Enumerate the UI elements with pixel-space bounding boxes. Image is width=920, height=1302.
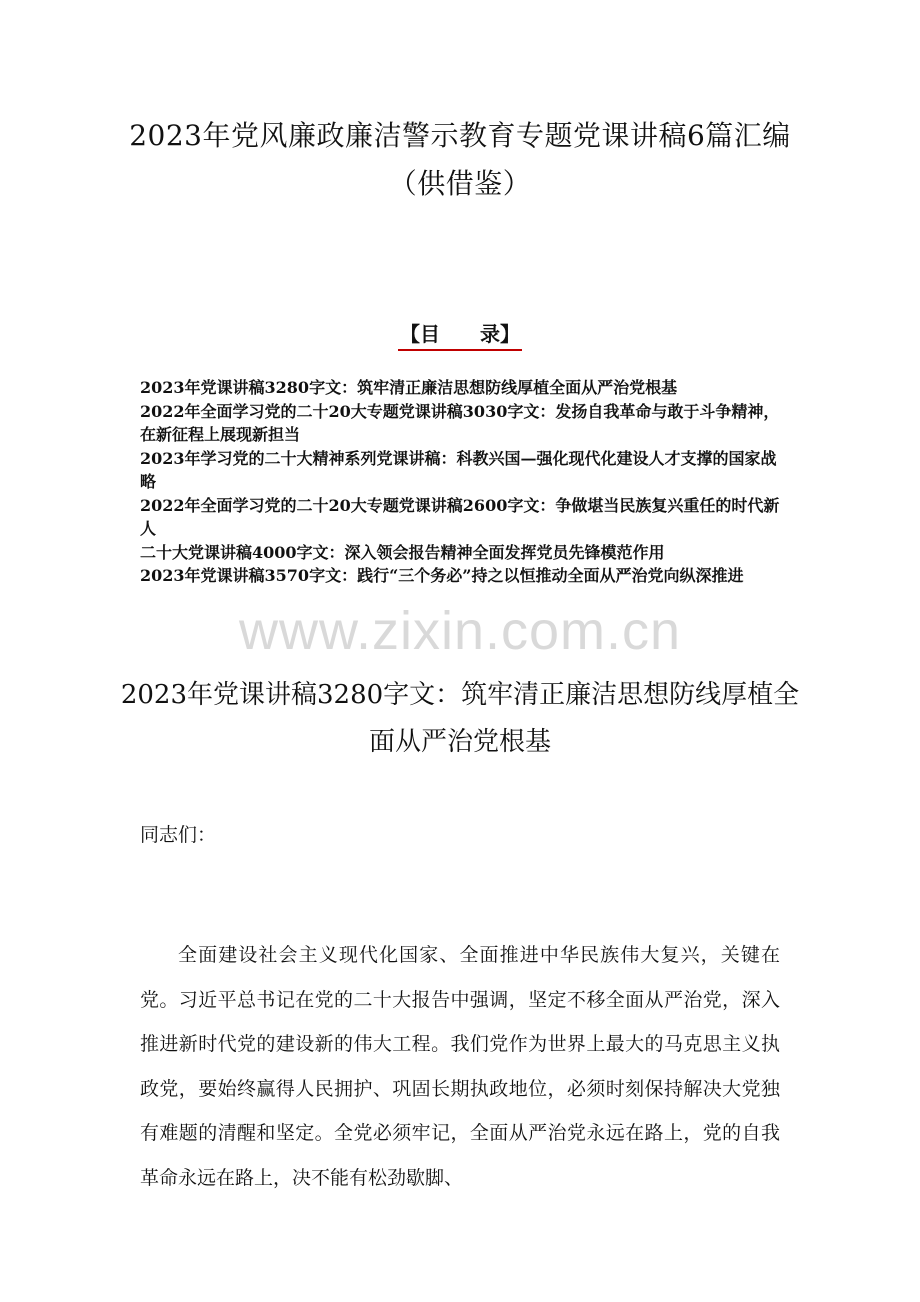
section-title: 2023年党课讲稿3280字文：筑牢清正廉洁思想防线厚植全面从严治党根基	[120, 680, 800, 757]
toc-header	[0, 318, 920, 351]
document-title: 2023年党风廉政廉洁警示教育专题党课讲稿6篇汇编（供借鉴）	[129, 119, 791, 200]
body-paragraph: 全面建设社会主义现代化国家、全面推进中华民族伟大复兴，关键在党。习近平总书记在党的二十大报告中强调，坚定不移全面从严治党，深入推进新时代党的建设新的伟大工程。我们党作为世界上最大的马克思主义执政党，要始终赢得人民拥护、巩固长期执政地位，必须时刻保持解决大党独有难题的清醒和坚定。全党必须牢记，全面从严治党永远在路上，党的自我革命永远在路上，决不能有松劲歇脚、	[140, 944, 780, 1189]
toc-item[interactable]: 2023年学习党的二十大精神系列党课讲稿：科教兴国—强化现代化建设人才支撑的国家战略	[140, 448, 777, 491]
toc-item[interactable]: 2023年党课讲稿3280字文：筑牢清正廉洁思想防线厚植全面从严治党根基	[140, 378, 678, 397]
toc-header-label: 【目 录】	[398, 318, 522, 351]
toc-item[interactable]: 2022年全面学习党的二十20大专题党课讲稿2600字文：争做堪当民族复兴重任的时代新人	[140, 495, 780, 538]
table-of-contents	[140, 376, 788, 588]
watermark: www.zixin.com.cn	[238, 601, 682, 661]
toc-item[interactable]: 2023年党课讲稿3570字文：践行“三个务必”持之以恒推动全面从严治党向纵深推进	[140, 566, 744, 585]
toc-item[interactable]: 2022年全面学习党的二十20大专题党课讲稿3030字文：发扬自我革命与敢于斗争精神，在新征程上展现新担当	[140, 401, 780, 444]
salutation: 同志们：	[140, 824, 217, 846]
toc-item[interactable]: 二十大党课讲稿4000字文：深入领会报告精神全面发挥党员先锋模范作用	[140, 542, 665, 562]
